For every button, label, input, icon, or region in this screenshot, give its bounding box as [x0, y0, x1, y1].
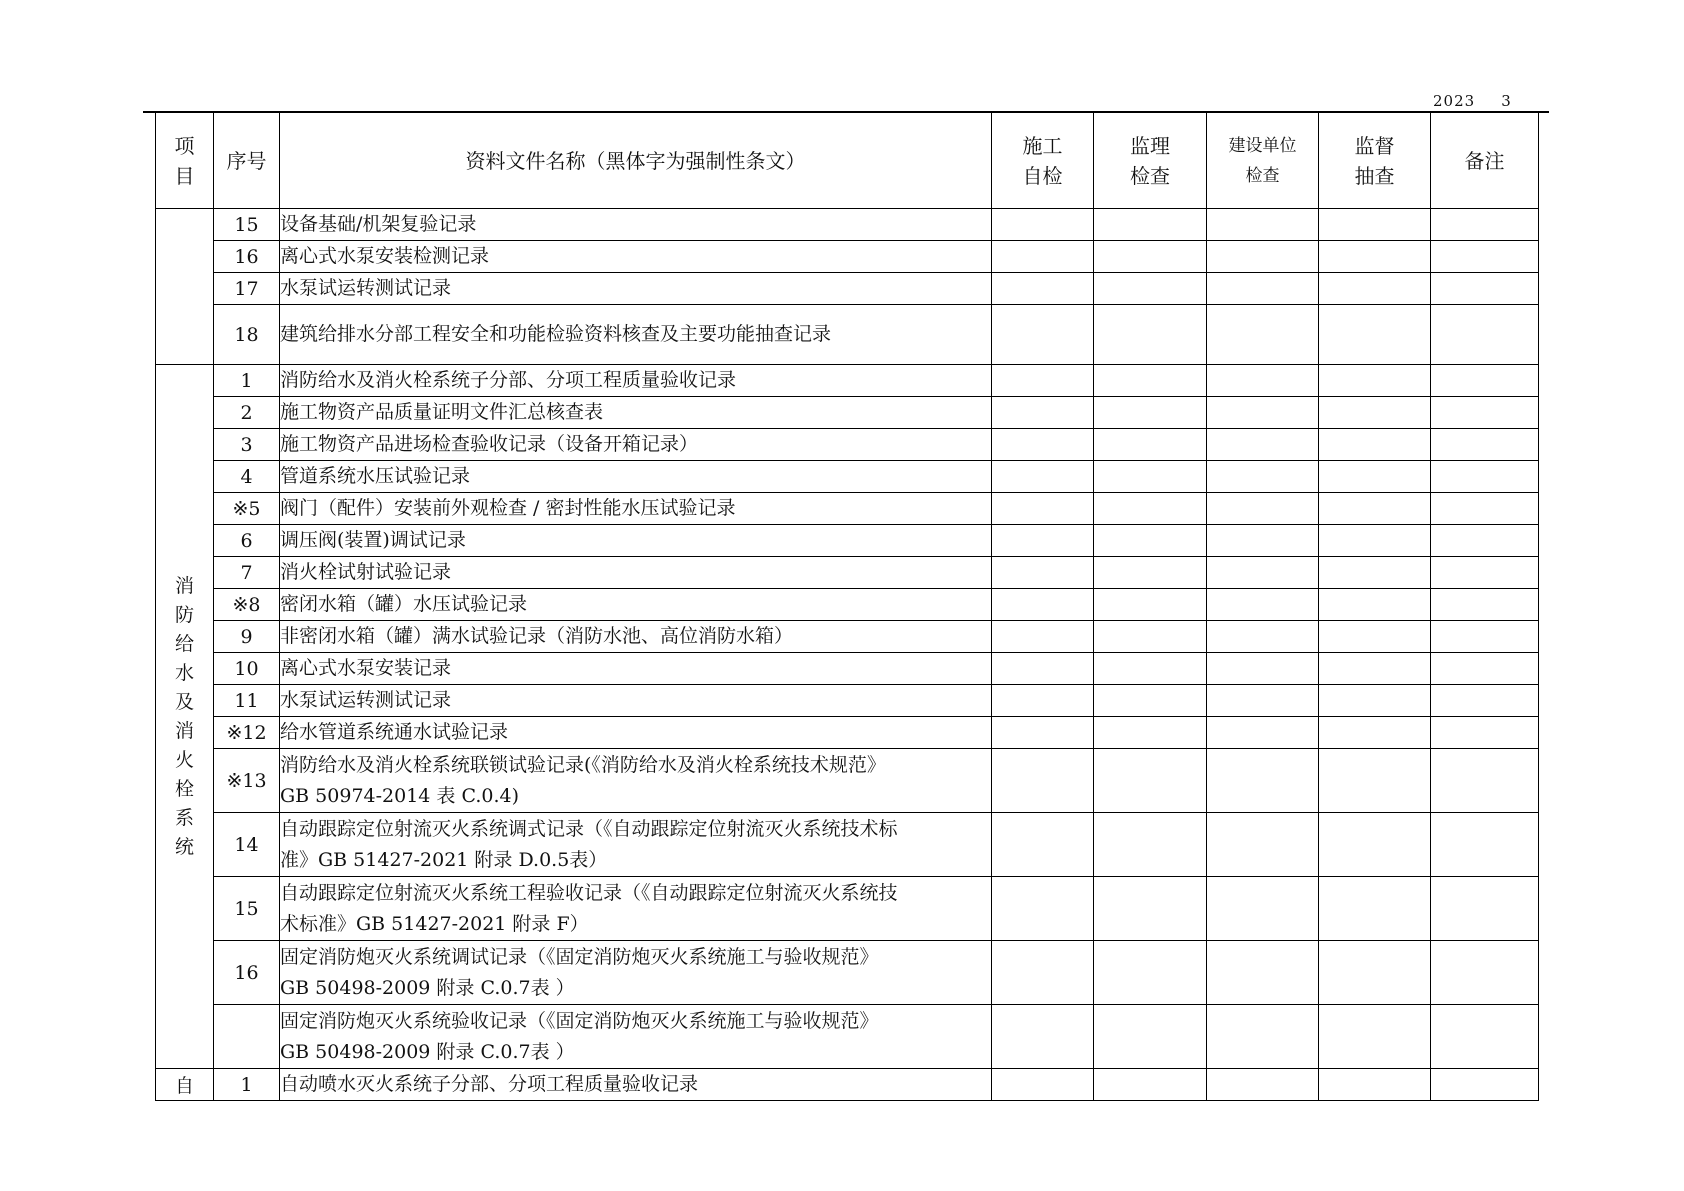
cell-remarks[interactable]	[1431, 621, 1539, 653]
page-header-year: 2023	[1433, 92, 1476, 110]
table-row	[156, 813, 1539, 877]
table-row	[156, 525, 1539, 557]
cell-owner-check[interactable]	[1207, 493, 1319, 525]
page-header-number: 3	[1501, 92, 1512, 110]
cell-self-check[interactable]	[992, 813, 1094, 877]
cell-owner-check[interactable]	[1207, 209, 1319, 241]
row-name	[280, 1005, 992, 1069]
cell-self-check[interactable]	[992, 209, 1094, 241]
cell-supervision[interactable]	[1094, 1005, 1207, 1069]
cell-remarks[interactable]	[1431, 273, 1539, 305]
cell-self-check[interactable]	[992, 273, 1094, 305]
cell-gov-check[interactable]	[1319, 209, 1431, 241]
table-row	[156, 1005, 1539, 1069]
row-seq: ※8	[214, 589, 280, 621]
cell-self-check[interactable]	[992, 305, 1094, 365]
row-name: 调压阀(装置)调试记录	[280, 525, 992, 557]
cell-gov-check[interactable]	[1319, 621, 1431, 653]
cell-owner-check[interactable]	[1207, 241, 1319, 273]
row-name-line: GB 50498-2009 附录 C.0.7表 ）	[280, 976, 575, 999]
row-name: 离心式水泵安装记录	[280, 653, 992, 685]
header-owner-check: 建设单位 检查	[1207, 113, 1319, 209]
cell-gov-check[interactable]	[1319, 557, 1431, 589]
cell-remarks[interactable]	[1431, 717, 1539, 749]
cell-owner-check[interactable]	[1207, 273, 1319, 305]
row-seq: 2	[214, 397, 280, 429]
section-c-label: 自	[156, 1069, 214, 1101]
header-supervision: 监理 检查	[1094, 113, 1207, 209]
cell-supervision[interactable]	[1094, 305, 1207, 365]
row-seq: 14	[214, 813, 280, 877]
cell-self-check[interactable]	[992, 877, 1094, 941]
cell-owner-check[interactable]	[1207, 717, 1319, 749]
row-name: 水泵试运转测试记录	[280, 685, 992, 717]
cell-owner-check[interactable]	[1207, 397, 1319, 429]
table-row	[156, 749, 1539, 813]
cell-gov-check[interactable]	[1319, 273, 1431, 305]
cell-supervision[interactable]	[1094, 493, 1207, 525]
cell-self-check[interactable]	[992, 1005, 1094, 1069]
header-self-check: 施工 自检	[992, 113, 1094, 209]
cell-owner-check[interactable]	[1207, 557, 1319, 589]
header-seq: 序号	[214, 113, 280, 209]
cell-self-check[interactable]	[992, 621, 1094, 653]
row-name: 消防给水及消火栓系统子分部、分项工程质量验收记录	[280, 365, 992, 397]
cell-self-check[interactable]	[992, 685, 1094, 717]
cell-owner-check[interactable]	[1207, 653, 1319, 685]
cell-gov-check[interactable]	[1319, 461, 1431, 493]
row-seq: 4	[214, 461, 280, 493]
row-name: 给水管道系统通水试验记录	[280, 717, 992, 749]
table-row	[156, 1069, 1539, 1101]
row-name: 施工物资产品质量证明文件汇总核查表	[280, 397, 992, 429]
cell-remarks[interactable]	[1431, 241, 1539, 273]
cell-remarks[interactable]	[1431, 941, 1539, 1005]
cell-remarks[interactable]	[1431, 1069, 1539, 1101]
row-seq: 15	[214, 209, 280, 241]
cell-remarks[interactable]	[1431, 365, 1539, 397]
cell-supervision[interactable]	[1094, 209, 1207, 241]
cell-supervision[interactable]	[1094, 653, 1207, 685]
row-name-line: 自动跟踪定位射流灭火系统调式记录（《自动跟踪定位射流灭火系统技术标	[280, 817, 898, 840]
row-seq: 9	[214, 621, 280, 653]
row-name: 消火栓试射试验记录	[280, 557, 992, 589]
row-name-line: 准》GB 51427-2021 附录 D.0.5表）	[280, 848, 608, 871]
row-name-line: 固定消防炮灭火系统验收记录（《固定消防炮灭火系统施工与验收规范》	[280, 1009, 879, 1032]
cell-gov-check[interactable]	[1319, 685, 1431, 717]
cell-supervision[interactable]	[1094, 525, 1207, 557]
cell-self-check[interactable]	[992, 557, 1094, 589]
cell-supervision[interactable]	[1094, 273, 1207, 305]
cell-self-check[interactable]	[992, 241, 1094, 273]
row-name: 设备基础/机架复验记录	[280, 209, 992, 241]
cell-supervision[interactable]	[1094, 813, 1207, 877]
table-row	[156, 941, 1539, 1005]
cell-gov-check[interactable]	[1319, 429, 1431, 461]
cell-self-check[interactable]	[992, 941, 1094, 1005]
cell-owner-check[interactable]	[1207, 1005, 1319, 1069]
row-name	[280, 941, 992, 1005]
row-name: 施工物资产品进场检查验收记录（设备开箱记录）	[280, 429, 992, 461]
row-name-line: 固定消防炮灭火系统调试记录（《固定消防炮灭火系统施工与验收规范》	[280, 945, 879, 968]
section-a-label	[156, 209, 214, 365]
cell-remarks[interactable]	[1431, 209, 1539, 241]
row-seq: 7	[214, 557, 280, 589]
cell-supervision[interactable]	[1094, 589, 1207, 621]
cell-self-check[interactable]	[992, 397, 1094, 429]
row-seq	[214, 1005, 280, 1069]
row-seq: 10	[214, 653, 280, 685]
section-b-label: 消 防 给 水 及 消 火 栓 系 统	[156, 365, 214, 1069]
table-row	[156, 493, 1539, 525]
cell-gov-check[interactable]	[1319, 525, 1431, 557]
cell-owner-check[interactable]	[1207, 429, 1319, 461]
header-project: 项 目	[156, 113, 214, 209]
cell-owner-check[interactable]	[1207, 365, 1319, 397]
cell-gov-check[interactable]	[1319, 493, 1431, 525]
row-name: 建筑给排水分部工程安全和功能检验资料核查及主要功能抽查记录	[280, 305, 992, 365]
row-seq: 3	[214, 429, 280, 461]
cell-gov-check[interactable]	[1319, 1069, 1431, 1101]
row-seq: 15	[214, 877, 280, 941]
cell-supervision[interactable]	[1094, 365, 1207, 397]
cell-supervision[interactable]	[1094, 397, 1207, 429]
cell-remarks[interactable]	[1431, 397, 1539, 429]
cell-supervision[interactable]	[1094, 877, 1207, 941]
cell-owner-check[interactable]	[1207, 813, 1319, 877]
cell-supervision[interactable]	[1094, 1069, 1207, 1101]
cell-supervision[interactable]	[1094, 241, 1207, 273]
header-row	[156, 113, 1539, 209]
table-row	[156, 241, 1539, 273]
cell-owner-check[interactable]	[1207, 685, 1319, 717]
cell-gov-check[interactable]	[1319, 241, 1431, 273]
table-row	[156, 429, 1539, 461]
cell-gov-check[interactable]	[1319, 941, 1431, 1005]
cell-self-check[interactable]	[992, 1069, 1094, 1101]
cell-gov-check[interactable]	[1319, 877, 1431, 941]
cell-self-check[interactable]	[992, 749, 1094, 813]
row-name: 管道系统水压试验记录	[280, 461, 992, 493]
cell-owner-check[interactable]	[1207, 749, 1319, 813]
cell-supervision[interactable]	[1094, 749, 1207, 813]
row-name-line: 术标准》GB 51427-2021 附录 F）	[280, 912, 589, 935]
cell-self-check[interactable]	[992, 365, 1094, 397]
row-name: 非密闭水箱（罐）满水试验记录（消防水池、高位消防水箱）	[280, 621, 992, 653]
cell-gov-check[interactable]	[1319, 589, 1431, 621]
row-name: 水泵试运转测试记录	[280, 273, 992, 305]
cell-gov-check[interactable]	[1319, 813, 1431, 877]
table-row	[156, 209, 1539, 241]
table-row	[156, 365, 1539, 397]
cell-remarks[interactable]	[1431, 685, 1539, 717]
row-seq: ※12	[214, 717, 280, 749]
table-row	[156, 589, 1539, 621]
header-gov-check: 监督 抽查	[1319, 113, 1431, 209]
cell-owner-check[interactable]	[1207, 305, 1319, 365]
cell-owner-check[interactable]	[1207, 525, 1319, 557]
cell-self-check[interactable]	[992, 589, 1094, 621]
row-seq: 16	[214, 241, 280, 273]
row-name	[280, 813, 992, 877]
row-seq: 6	[214, 525, 280, 557]
cell-owner-check[interactable]	[1207, 877, 1319, 941]
cell-owner-check[interactable]	[1207, 461, 1319, 493]
table-row	[156, 717, 1539, 749]
cell-supervision[interactable]	[1094, 429, 1207, 461]
cell-supervision[interactable]	[1094, 685, 1207, 717]
cell-remarks[interactable]	[1431, 493, 1539, 525]
table-row	[156, 877, 1539, 941]
cell-remarks[interactable]	[1431, 589, 1539, 621]
cell-supervision[interactable]	[1094, 621, 1207, 653]
cell-supervision[interactable]	[1094, 461, 1207, 493]
header-remarks: 备注	[1431, 113, 1539, 209]
cell-remarks[interactable]	[1431, 1005, 1539, 1069]
cell-gov-check[interactable]	[1319, 397, 1431, 429]
cell-owner-check[interactable]	[1207, 1069, 1319, 1101]
table-row	[156, 685, 1539, 717]
cell-self-check[interactable]	[992, 717, 1094, 749]
row-name-line: GB 50974-2014 表 C.0.4)	[280, 784, 520, 807]
table-row	[156, 653, 1539, 685]
cell-supervision[interactable]	[1094, 717, 1207, 749]
row-name: 密闭水箱（罐）水压试验记录	[280, 589, 992, 621]
cell-remarks[interactable]	[1431, 305, 1539, 365]
row-seq: 1	[214, 365, 280, 397]
row-seq: 11	[214, 685, 280, 717]
row-seq: ※5	[214, 493, 280, 525]
table-row	[156, 305, 1539, 365]
row-name: 离心式水泵安装检测记录	[280, 241, 992, 273]
row-name	[280, 749, 992, 813]
cell-self-check[interactable]	[992, 653, 1094, 685]
cell-owner-check[interactable]	[1207, 621, 1319, 653]
page-header	[1433, 92, 1512, 110]
row-name-line: 自动跟踪定位射流灭火系统工程验收记录（《自动跟踪定位射流灭火系统技	[280, 881, 898, 904]
row-seq: 1	[214, 1069, 280, 1101]
cell-gov-check[interactable]	[1319, 717, 1431, 749]
cell-remarks[interactable]	[1431, 749, 1539, 813]
cell-self-check[interactable]	[992, 493, 1094, 525]
row-seq: 18	[214, 305, 280, 365]
cell-remarks[interactable]	[1431, 429, 1539, 461]
row-name	[280, 877, 992, 941]
row-seq: 17	[214, 273, 280, 305]
cell-remarks[interactable]	[1431, 813, 1539, 877]
table-row	[156, 557, 1539, 589]
cell-gov-check[interactable]	[1319, 305, 1431, 365]
document-table	[155, 112, 1539, 1101]
cell-owner-check[interactable]	[1207, 589, 1319, 621]
cell-owner-check[interactable]	[1207, 941, 1319, 1005]
cell-supervision[interactable]	[1094, 941, 1207, 1005]
cell-self-check[interactable]	[992, 429, 1094, 461]
row-name: 阀门（配件）安装前外观检查 / 密封性能水压试验记录	[280, 493, 992, 525]
cell-remarks[interactable]	[1431, 653, 1539, 685]
table-row	[156, 461, 1539, 493]
row-name: 自动喷水灭火系统子分部、分项工程质量验收记录	[280, 1069, 992, 1101]
header-name: 资料文件名称（黑体字为强制性条文）	[280, 113, 992, 209]
cell-remarks[interactable]	[1431, 557, 1539, 589]
cell-gov-check[interactable]	[1319, 365, 1431, 397]
cell-self-check[interactable]	[992, 461, 1094, 493]
table-row	[156, 273, 1539, 305]
cell-gov-check[interactable]	[1319, 749, 1431, 813]
table-row	[156, 397, 1539, 429]
cell-remarks[interactable]	[1431, 877, 1539, 941]
cell-supervision[interactable]	[1094, 557, 1207, 589]
cell-gov-check[interactable]	[1319, 1005, 1431, 1069]
cell-remarks[interactable]	[1431, 525, 1539, 557]
row-name-line: GB 50498-2009 附录 C.0.7表 ）	[280, 1040, 575, 1063]
table-row	[156, 621, 1539, 653]
row-seq: 16	[214, 941, 280, 1005]
cell-remarks[interactable]	[1431, 461, 1539, 493]
row-seq: ※13	[214, 749, 280, 813]
cell-gov-check[interactable]	[1319, 653, 1431, 685]
cell-self-check[interactable]	[992, 525, 1094, 557]
row-name-line: 消防给水及消火栓系统联锁试验记录(《消防给水及消火栓系统技术规范》	[280, 753, 886, 776]
